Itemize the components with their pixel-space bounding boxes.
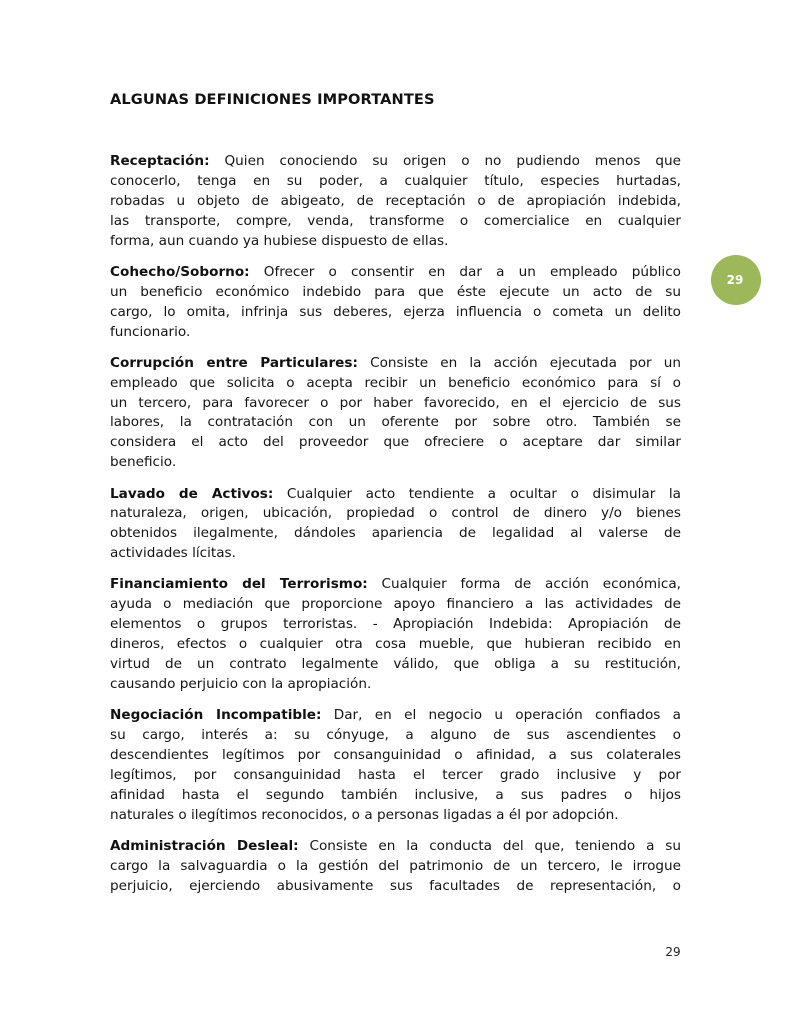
section-title: ALGUNAS DEFINICIONES IMPORTANTES	[110, 91, 435, 108]
definition-administracion-desleal	[110, 837, 681, 897]
definition-line: forma, aun cuando ya hubiese dispuesto de ellas.	[110, 232, 449, 249]
definition-line: legítimos, por consanguinidad hasta el tercer grado inclusive y por	[110, 766, 681, 783]
definition-text: Consiste en la acción ejecutada por un	[357, 354, 681, 371]
definition-negociacion-incompatible	[110, 706, 681, 825]
definition-line: su cargo, interés a: su cónyuge, a alguno de sus ascendientes o	[110, 727, 681, 744]
definition-line	[110, 354, 681, 374]
definition-corrupcion-entre-particulares	[110, 354, 681, 473]
definition-line: naturaleza, origen, ubicación, propiedad o control de dinero y/o bienes	[110, 505, 681, 522]
definition-cohecho-soborno	[110, 263, 681, 343]
definition-line	[110, 152, 681, 172]
footer-page-number: 29	[665, 945, 681, 959]
definition-text: Consiste en la conducta del que, teniendo a su	[298, 837, 681, 854]
definition-line: conocerlo, tenga en su poder, a cualquier título, especies hurtadas,	[110, 172, 681, 189]
definition-line	[110, 837, 681, 857]
definition-line: considera el acto del proveedor que ofreciere o aceptare dar similar	[110, 434, 681, 451]
definition-line: labores, la contratación con un oferente por sobre otro. También se	[110, 414, 681, 431]
definition-line: ayuda o mediación que proporcione apoyo financiero a las actividades de	[110, 596, 681, 613]
definition-line: perjuicio, ejerciendo abusivamente sus facultades de representación, o	[110, 877, 681, 894]
definition-text: Quien conociendo su origen o no pudiendo menos que	[209, 153, 681, 169]
definition-line: beneficio.	[110, 454, 177, 471]
definition-line	[110, 706, 681, 726]
definition-line: dineros, efectos o cualquier otra cosa mueble, que hubieran recibido en	[110, 636, 681, 653]
definition-line	[110, 575, 681, 595]
definition-term: Receptación:	[110, 153, 210, 169]
definition-financiamiento-del-terrorismo	[110, 575, 681, 694]
definition-line: cargo la salvaguardia o la gestión del patrimonio de un tercero, le irrogue	[110, 857, 681, 874]
definition-line: las transporte, compre, venda, transforme o comercialice en cualquier	[110, 212, 681, 229]
definition-receptacion	[110, 152, 681, 251]
definition-line: causando perjuicio con la apropiación.	[110, 675, 372, 692]
definition-text: Dar, en el negocio u operación confiados a	[321, 707, 681, 724]
definition-line: funcionario.	[110, 323, 191, 340]
definitions-list	[110, 152, 681, 908]
definition-line: empleado que solicita o acepta recibir un beneficio económico para sí o	[110, 374, 681, 391]
definition-line: descendientes legítimos por consanguinidad o afinidad, a sus colaterales	[110, 747, 681, 763]
definition-line: obtenidos ilegalmente, dándoles apariencia de legalidad al valerse de	[110, 525, 681, 542]
definition-line: naturales o ilegítimos reconocidos, o a personas ligadas a él por adopción.	[110, 806, 619, 823]
definition-line	[110, 485, 681, 505]
definition-term: Corrupción entre Particulares:	[110, 354, 358, 371]
definition-line: un tercero, para favorecer o por haber favorecido, en el ejercicio de sus	[110, 394, 681, 411]
definition-line	[110, 263, 681, 283]
definition-line: cargo, lo omita, infrinja sus deberes, ejerza influencia o cometa un delito	[110, 303, 681, 320]
page-number-badge-label: 29	[726, 273, 744, 287]
definition-term: Cohecho/Soborno:	[110, 263, 250, 280]
definition-line: elementos o grupos terroristas. - Apropiación Indebida: Apropiación de	[110, 616, 681, 633]
definition-term: Lavado de Activos:	[110, 485, 274, 502]
definition-line: afinidad hasta el segundo también inclusive, a sus padres o hijos	[110, 786, 681, 803]
definition-line: robadas u objeto de abigeato, de receptación o de apropiación indebida,	[110, 192, 681, 209]
definition-line: actividades lícitas.	[110, 545, 236, 562]
definition-term: Negociación Incompatible:	[110, 707, 322, 724]
definition-text: Cualquier acto tendiente a ocultar o disimular la	[273, 485, 681, 502]
definition-lavado-de-activos	[110, 485, 681, 565]
definition-line: un beneficio económico indebido para que éste ejecute un acto de su	[110, 283, 681, 300]
definition-text: Cualquier forma de acción económica,	[367, 576, 681, 593]
definition-line: virtud de un contrato legalmente válido, que obliga a su restitución,	[110, 656, 681, 673]
page-number-badge	[711, 255, 761, 305]
definition-term: Administración Desleal:	[110, 837, 299, 854]
definition-term: Financiamiento del Terrorismo:	[110, 576, 368, 593]
definition-text: Ofrecer o consentir en dar a un empleado público	[249, 263, 681, 280]
